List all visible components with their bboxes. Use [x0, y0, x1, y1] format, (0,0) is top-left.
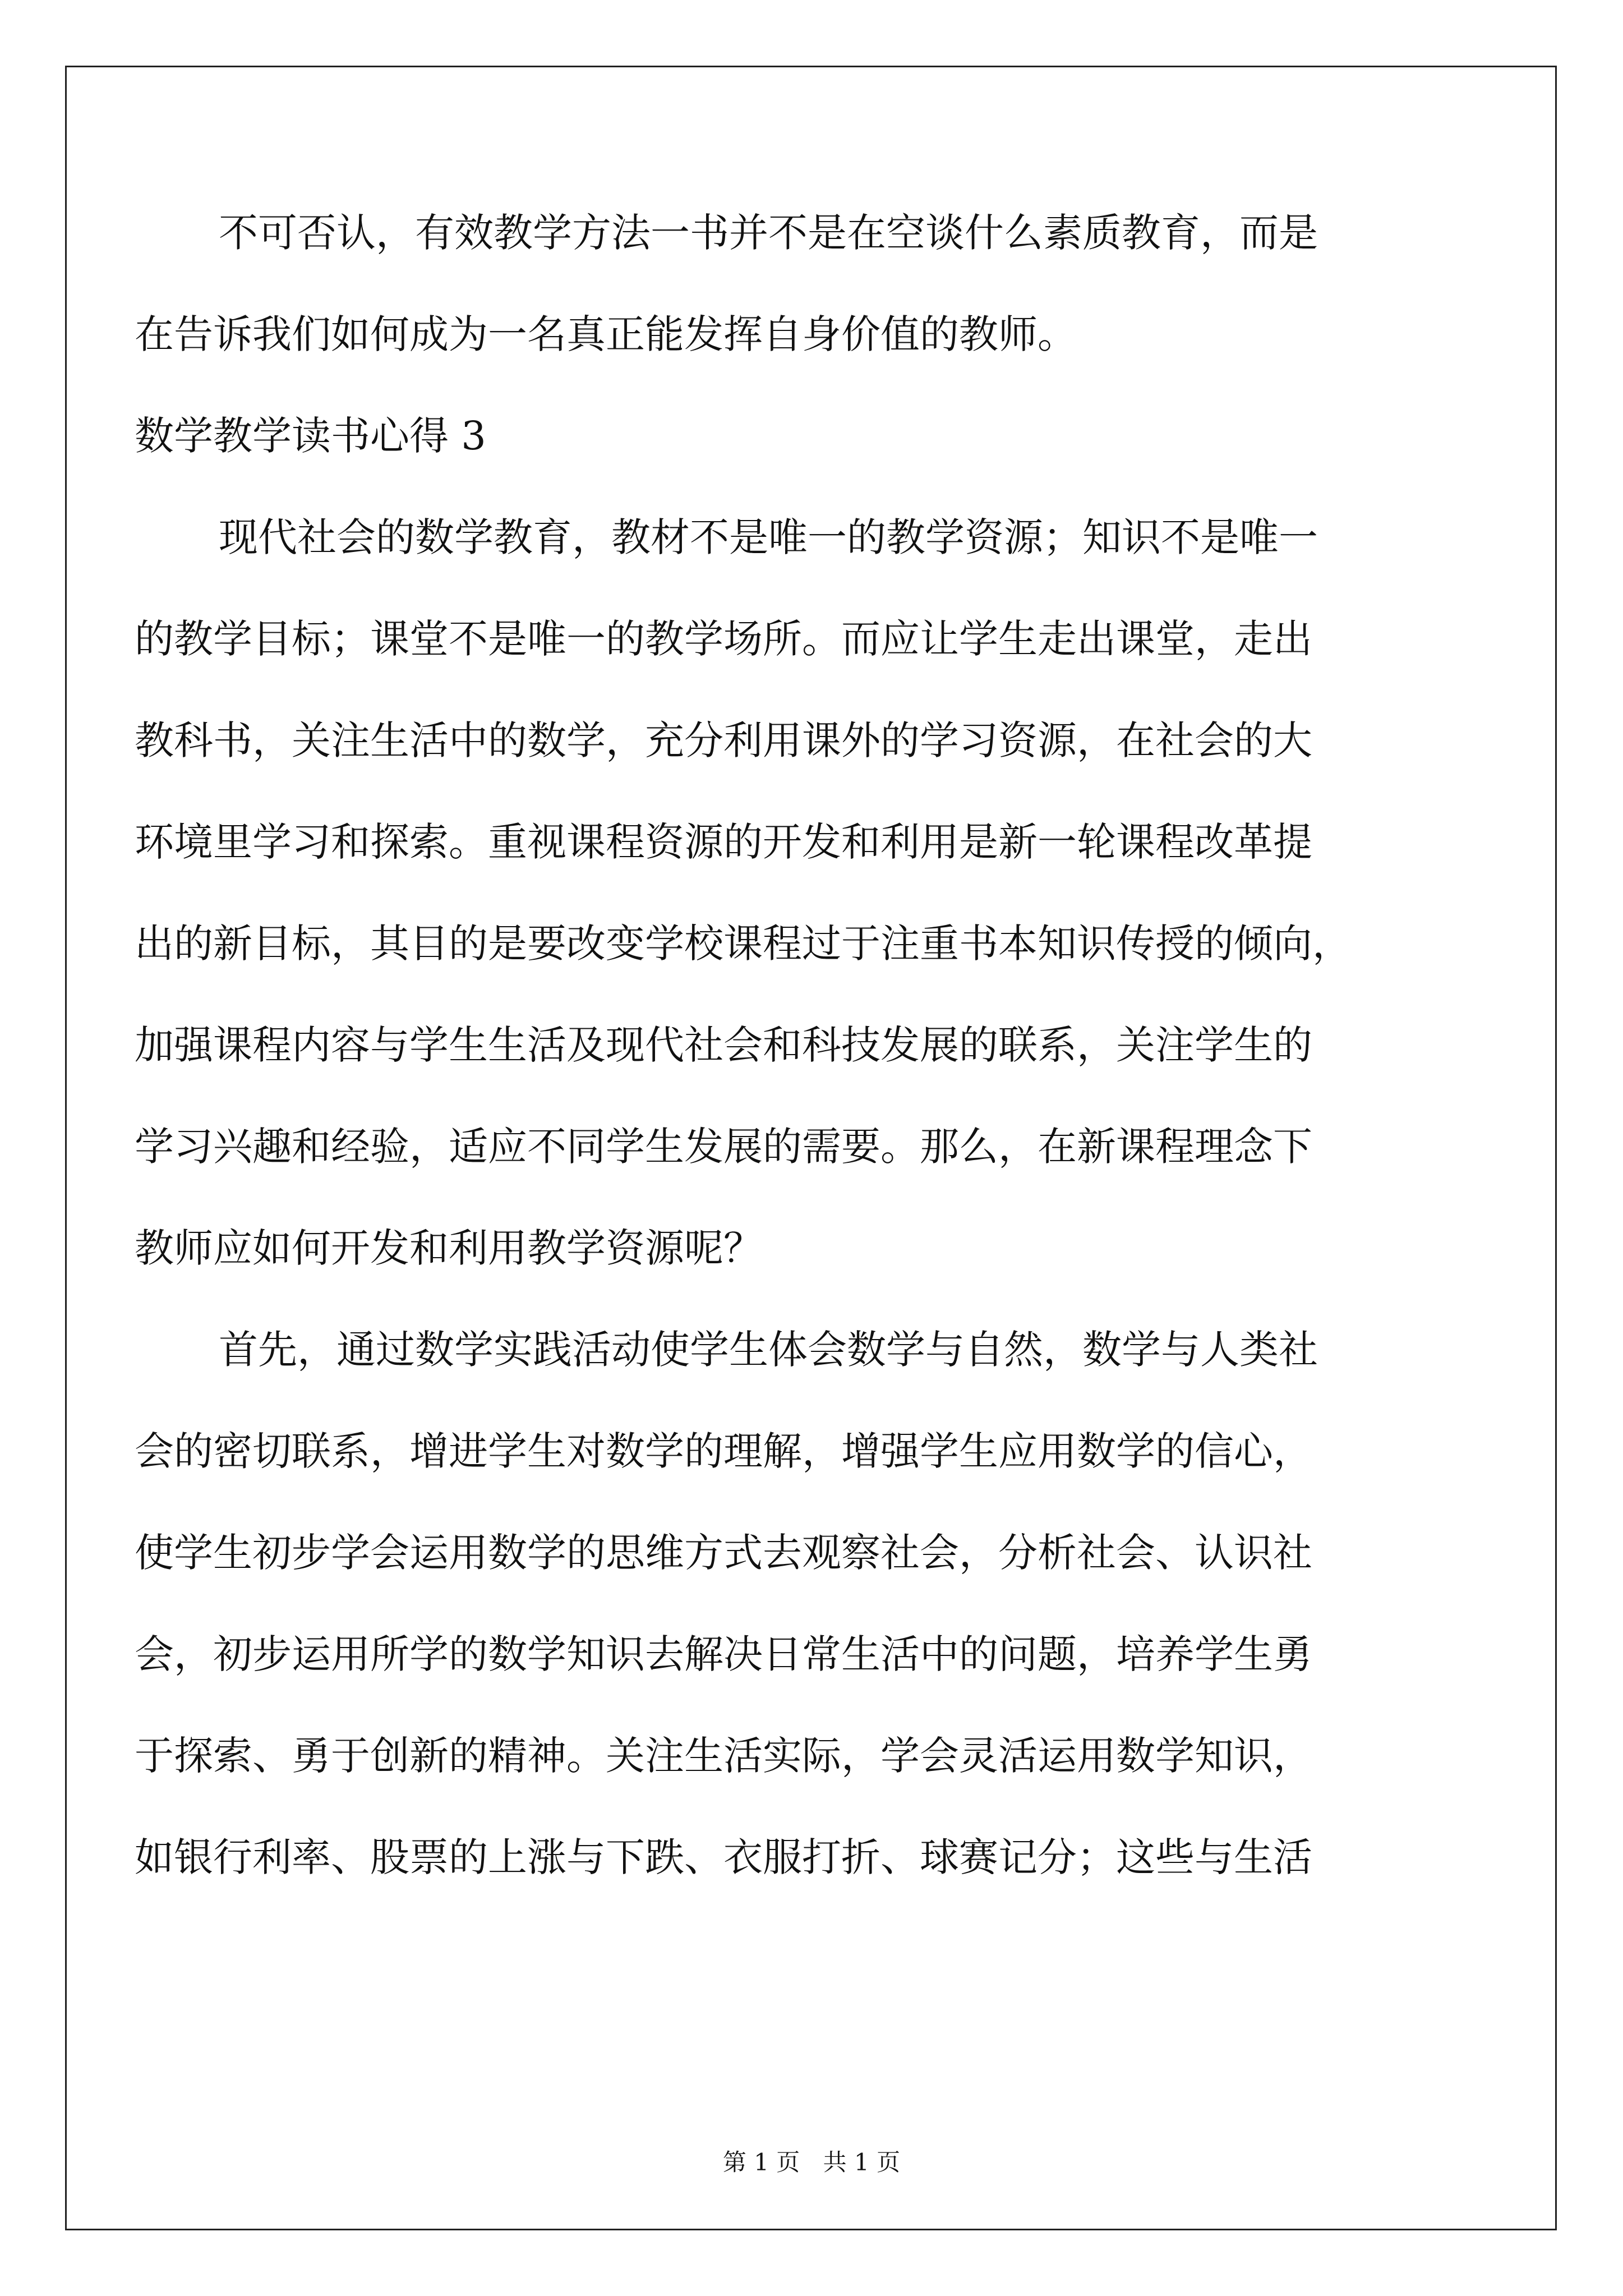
- paragraph-line-14: 使学生初步学会运用数学的思维方式去观察社会，分析社会、认识社: [135, 1530, 1312, 1576]
- paragraph-line-4: 现代社会的数学教育，教材不是唯一的教学资源；知识不是唯一: [219, 514, 1318, 560]
- paragraph-line-16: 于探索、勇于创新的精神。关注生活实际，学会灵活运用数学知识，: [135, 1733, 1312, 1779]
- page-number: 第 1 页: [722, 2148, 800, 2176]
- paragraph-line-12: 首先，通过数学实践活动使学生体会数学与自然，数学与人类社: [219, 1327, 1318, 1373]
- paragraph-line-5: 的教学目标；课堂不是唯一的教学场所。而应让学生走出课堂，走出: [135, 616, 1312, 662]
- paragraph-line-6: 教科书，关注生活中的数学，充分利用课外的学习资源，在社会的大: [135, 717, 1312, 763]
- paragraph-line-13: 会的密切联系，增进学生对数学的理解，增强学生应用数学的信心，: [135, 1428, 1312, 1474]
- paragraph-line-11: 教师应如何开发和利用教学资源呢？: [135, 1225, 763, 1271]
- paragraph-line-10: 学习兴趣和经验，适应不同学生发展的需要。那么，在新课程理念下: [135, 1124, 1312, 1170]
- paragraph-line-1: 不可否认，有效教学方法一书并不是在空谈什么素质教育，而是: [219, 210, 1318, 256]
- paragraph-line-9: 加强课程内容与学生生活及现代社会和科技发展的联系，关注学生的: [135, 1022, 1312, 1068]
- paragraph-line-17: 如银行利率、股票的上涨与下跌、衣服打折、球赛记分；这些与生活: [135, 1834, 1312, 1880]
- paragraph-line-2: 在告诉我们如何成为一名真正能发挥自身价值的教师。: [135, 311, 1077, 357]
- paragraph-line-8: 出的新目标，其目的是要改变学校课程过于注重书本知识传授的倾向，: [135, 921, 1352, 967]
- section-heading: 数学教学读书心得 3: [135, 413, 486, 459]
- paragraph-line-7: 环境里学习和探索。重视课程资源的开发和利用是新一轮课程改革提: [135, 819, 1312, 865]
- page-total: 共 1 页: [823, 2148, 901, 2176]
- paragraph-line-15: 会，初步运用所学的数学知识去解决日常生活中的问题，培养学生勇: [135, 1631, 1312, 1677]
- page-footer: [0, 2144, 1623, 2178]
